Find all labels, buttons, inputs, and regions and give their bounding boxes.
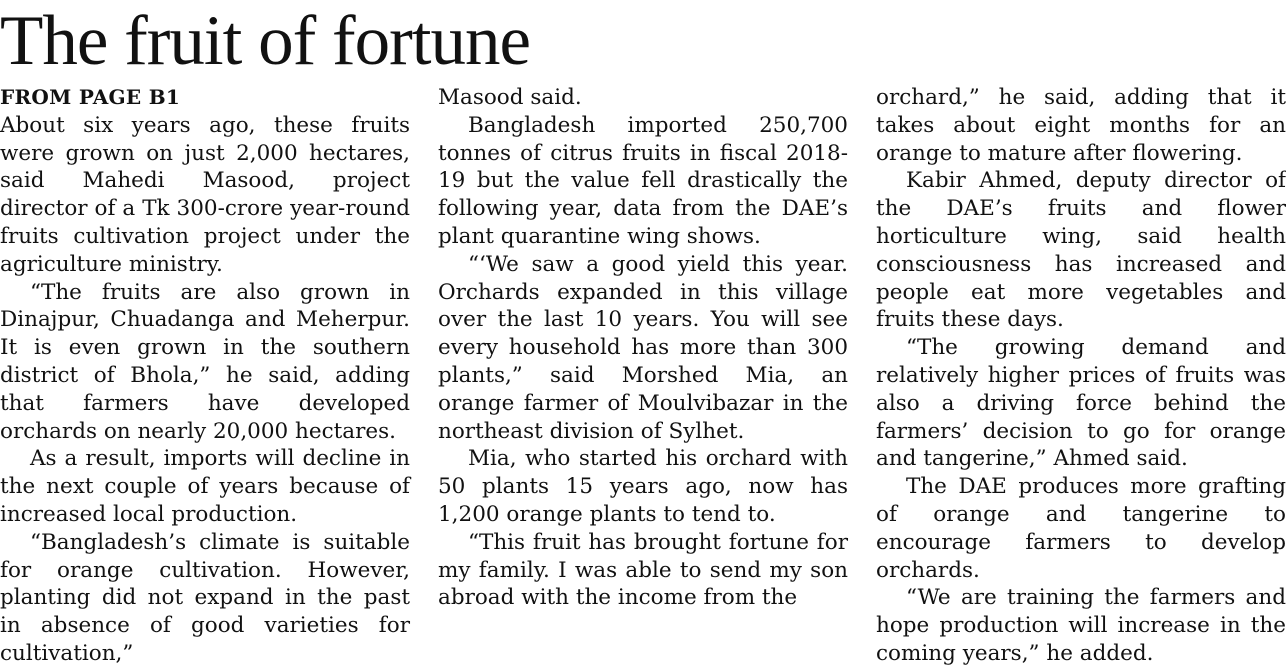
paragraph: “This fruit has brought fortune for my family. I was able to send my son abroad with the income from the [438,529,848,611]
paragraph: “We are training the farmers and hope production will increase in the coming years,” he added. [876,585,1286,666]
paragraph: orchard,” he said, adding that it takes about eight months for an orange to mature after flowering. [876,85,1286,166]
paragraph: “Bangladesh’s climate is suitable for orange cultivation. However, planting did not expand in the past in absence of good varieties for cultivation,” [0,529,410,666]
article-column-3 [876,84,1286,668]
paragraph: Mia, who started his orchard with 50 plants 15 years ago, now has 1,200 orange plants to tend to. [438,446,848,527]
paragraph: About six years ago, these fruits were grown on just 2,000 hectares, said Mahedi Masood, project director of a Tk 300-crore year-round fruits cultivation project under the agriculture ministry. [0,112,410,277]
paragraph: As a result, imports will decline in the next couple of years because of increased local production. [0,446,410,527]
continued-from-label: FROM PAGE B1 [0,85,181,109]
paragraph: Kabir Ahmed, deputy director of the DAE’s fruits and flower horticulture wing, said health consciousness has increased and people eat more vegetables and fruits these days. [876,168,1286,333]
article-column-1 [0,84,410,668]
article-column-2 [438,84,848,612]
headline: The fruit of fortune [0,2,531,80]
paragraph: The DAE produces more grafting of orange and tangerine to encourage farmers to develop orchards. [876,474,1286,583]
paragraph: Bangladesh imported 250,700 tonnes of citrus fruits in fiscal 2018-19 but the value fell drastically the following year, data from the DAE’s plant quarantine wing shows. [438,112,848,249]
paragraph: “The fruits are also grown in Dinajpur, Chuadanga and Meherpur. It is even grown in the southern district of Bhola,” he said, adding that farmers have developed orchards on nearly 20,000 hectares. [0,279,410,444]
paragraph: “The growing demand and relatively higher prices of fruits was also a driving force behind the farmers’ decision to go for orange and tangerine,” Ahmed said. [876,335,1286,472]
paragraph: “‘We saw a good yield this year. Orchards expanded in this village over the last 10 years. You will see every household has more than 300 plants,” said Morshed Mia, an orange farmer of Moulvibazar in the northeast division of Sylhet. [438,251,848,444]
paragraph: Masood said. [438,85,582,110]
